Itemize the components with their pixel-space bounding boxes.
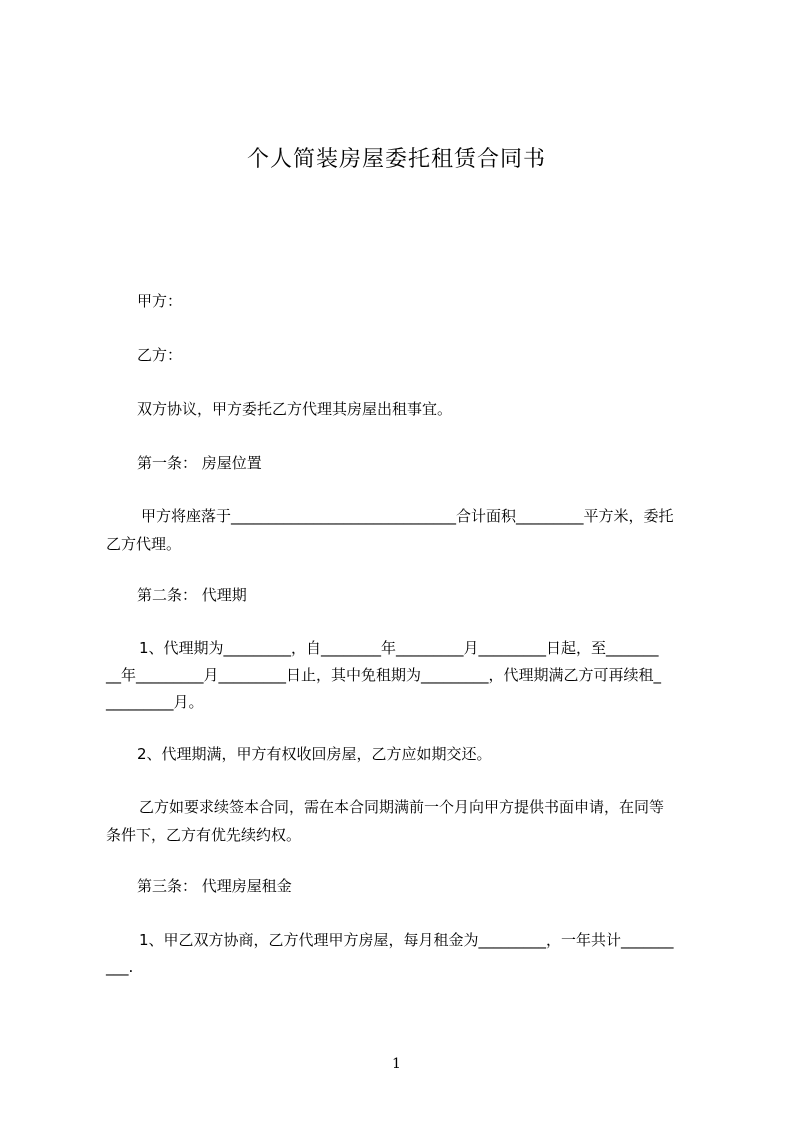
article2-item1-line3: _________月。 [106, 693, 204, 711]
article2-renew-line1: 乙方如要求续签本合同，需在本合同期满前一个月向甲方提供书面申请，在同等 [139, 798, 665, 816]
article3-item1-line1: 1、甲乙双方协商，乙方代理甲方房屋，每月租金为_________，一年共计_______ [139, 931, 674, 949]
article1-line1: 甲方将座落于______________________________合计面积_________平方米，委托 [141, 507, 674, 525]
article2-item1-line2: __年_________月_________日止，其中免租期为_________，代理期满乙方可再续租_ [106, 666, 662, 684]
article2-renew-line2: 条件下，乙方有优先续约权。 [106, 826, 302, 844]
article3-heading: 第三条： 代理房屋租金 [137, 877, 292, 895]
article1-line2: 乙方代理。 [106, 535, 182, 553]
party-b-line: 乙方： [137, 346, 183, 364]
page-number: 1 [392, 1056, 401, 1072]
article2-item1-line1: 1、代理期为_________，自________年_________月_________日起，至_______ [139, 639, 659, 657]
article2-heading: 第二条： 代理期 [137, 586, 247, 604]
document-title: 个人简装房屋委托租赁合同书 [246, 147, 546, 172]
article3-item1-line2: ___. [106, 958, 134, 976]
article2-item2: 2、代理期满，甲方有权收回房屋，乙方应如期交还。 [137, 745, 492, 763]
article1-heading: 第一条： 房屋位置 [137, 454, 262, 472]
intro-paragraph: 双方协议，甲方委托乙方代理其房屋出租事宜。 [137, 400, 453, 418]
party-a-line: 甲方： [137, 292, 183, 310]
